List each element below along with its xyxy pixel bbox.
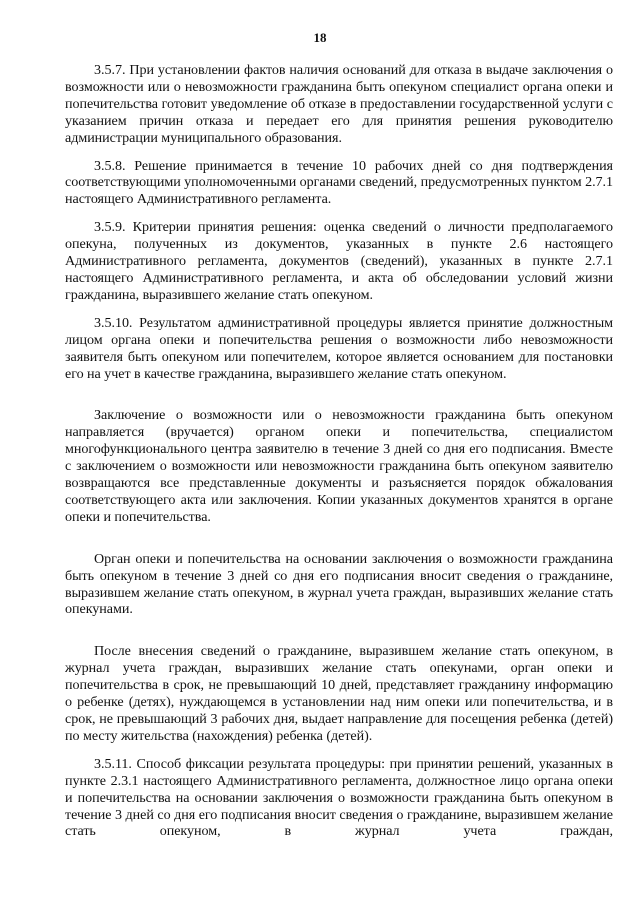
- document-body: [65, 62, 613, 840]
- paragraph-conclusion-delivery: Заключение о возможности или о невозможности гражданина быть опекуном направляется (вручается) органом опеки и попечительства, специалистом многофункционального центра заявителю в течение 3 дней со дня его подписания. Вместе с заключением о возможности или невозможности гражданина быть опекуном заявителю возвращаются все представленные документы и разъясняется порядок обжалования соответствующего акта или заключения. Копии указанных документов хранятся в органе опеки и попечительства.: [65, 407, 613, 525]
- paragraph-3-5-11: 3.5.11. Способ фиксации результата процедуры: при принятии решений, указанных в пункте 2.3.1 настоящего Административного регламента, должностное лицо органа опеки и попечительства на основании заключения о возможности гражданина быть опекуном в течение 3 дней со дня его подписания вносит сведения о гражданине, выразившем желание стать опекуном, в журнал учета граждан,: [65, 755, 613, 840]
- paragraph-3-5-9: 3.5.9. Критерии принятия решения: оценка сведений о личности предполагаемого опекуна, полученных из документов, указанных в пункте 2.6 настоящего Административного регламента, документов (сведений), указанных в пункте 2.7.1 настоящего Административного регламента, и акта об обследовании условий жизни гражданина, выразившего желание стать опекуном.: [65, 219, 613, 303]
- paragraph-child-info: После внесения сведений о гражданине, выразившем желание стать опекуном, в журнал учета граждан, выразивших желание стать опекунами, орган опеки и попечительства в срок, не превышающий 10 дней, представляет гражданину информацию о ребенке (детях), нуждающемся в установлении над ним опеки или попечительства, и в срок, не превышающий 3 рабочих дня, выдает направление для посещения ребенка (детей) по месту жительства (нахождения) ребенка (детей).: [65, 643, 613, 744]
- paragraph-journal-entry: Орган опеки и попечительства на основании заключения о возможности гражданина быть опекуном в течение 3 дней со дня его подписания вносит сведения о гражданине, выразившем желание стать опекуном, в журнал учета граждан, выразивших желание стать опекунами.: [65, 550, 613, 618]
- paragraph-3-5-10: 3.5.10. Результатом административной процедуры является принятие должностным лицом органа опеки и попечительства решения о возможности либо невозможности заявителя быть опекуном или попечителем, которое является основанием для постановки его на учет в качестве гражданина, выразившего желание стать опекуном.: [65, 314, 613, 382]
- paragraph-3-5-8: 3.5.8. Решение принимается в течение 10 рабочих дней со дня подтверждения соответствующими уполномоченными органами сведений, предусмотренных пунктом 2.7.1 настоящего Административного регламента.: [65, 157, 614, 208]
- paragraph-3-5-7: 3.5.7. При установлении фактов наличия оснований для отказа в выдаче заключения о возможности или о невозможности гражданина быть опекуном специалист органа опеки и попечительства готовит уведомление об отказе в предоставлении государственной услуги с указанием причин отказа и передает его для принятия решения руководителю администрации муниципального образования.: [65, 62, 613, 146]
- page-number: 18: [313, 30, 327, 45]
